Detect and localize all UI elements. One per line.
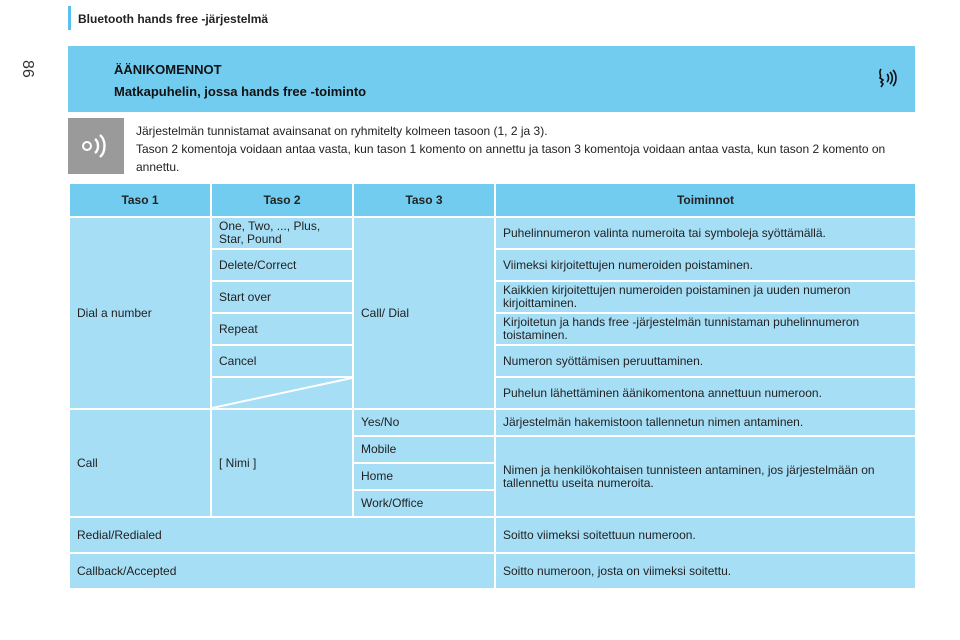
call-level2: [ Nimi ] (211, 409, 353, 517)
table-row (69, 517, 916, 553)
header-banner (68, 46, 915, 112)
page-accent-bar (68, 6, 71, 30)
table-header-level3: Taso 3 (353, 183, 495, 217)
table-row (69, 409, 916, 436)
info-line-2: Tason 2 komentoja voidaan antaa vasta, kun tason 1 komento on annettu ja tason 3 komentoja voidaan antaa vasta, kun tason 2 komento on annettu. (136, 142, 886, 174)
dial-action-cell: Kirjoitetun ja hands free -järjestelmän tunnistaman puhelinnumeron toistaminen. (495, 313, 916, 345)
redial-command: Redial/Redialed (69, 517, 495, 553)
callback-action: Soitto numeroon, josta on viimeksi soitettu. (495, 553, 916, 589)
call-level3-yesno: Yes/No (353, 409, 495, 436)
table-header-level2: Taso 2 (211, 183, 353, 217)
dial-level1: Dial a number (69, 217, 211, 409)
voice-command-icon (873, 64, 901, 92)
page-number: 86 (19, 60, 36, 78)
call-level1: Call (69, 409, 211, 517)
empty-diagonal-cell (211, 377, 353, 409)
info-line-1: Järjestelmän tunnistamat avainsanat on ryhmitelty kolmeen tasoon (1, 2 ja 3). (136, 124, 548, 138)
dial-action-cell: Puhelun lähettäminen äänikomentona annettuun numeroon. (495, 377, 916, 409)
table-header-actions: Toiminnot (495, 183, 916, 217)
dial-action-cell: Viimeksi kirjoitettujen numeroiden poistaminen. (495, 249, 916, 281)
table-row (69, 217, 916, 249)
info-icon-box (68, 118, 124, 174)
callback-command: Callback/Accepted (69, 553, 495, 589)
info-text (136, 122, 916, 176)
call-level3-work: Work/Office (353, 490, 495, 517)
section-title: Bluetooth hands free -järjestelmä (78, 12, 269, 26)
dial-action-cell: Puhelinnumeron valinta numeroita tai symboleja syöttämällä. (495, 217, 916, 249)
dial-level2-cell: Repeat (211, 313, 353, 345)
dial-level3: Call/ Dial (353, 217, 495, 409)
dial-level2-cell: Start over (211, 281, 353, 313)
dial-action-cell: Kaikkien kirjoitettujen numeroiden poistaminen ja uuden numeron kirjoittaminen. (495, 281, 916, 313)
dial-level2-cell: Cancel (211, 345, 353, 377)
call-action-multi: Nimen ja henkilökohtaisen tunnisteen antaminen, jos järjestelmään on tallennettu useita numeroita. (495, 436, 916, 517)
call-action-yesno: Järjestelmän hakemistoon tallennetun nimen antaminen. (495, 409, 916, 436)
table-row (69, 553, 916, 589)
header-title: ÄÄNIKOMENNOT (114, 62, 222, 77)
diagonal-line (212, 378, 352, 408)
voice-command-table (68, 182, 917, 590)
redial-action: Soitto viimeksi soitettuun numeroon. (495, 517, 916, 553)
dial-level2-cell: One, Two, ..., Plus, Star, Pound (211, 217, 353, 249)
dial-action-cell: Numeron syöttämisen peruuttaminen. (495, 345, 916, 377)
dial-level2-cell: Delete/Correct (211, 249, 353, 281)
call-level3-mobile: Mobile (353, 436, 495, 463)
table-header-level1: Taso 1 (69, 183, 211, 217)
header-subtitle: Matkapuhelin, jossa hands free -toiminto (114, 84, 367, 99)
call-level3-home: Home (353, 463, 495, 490)
speaker-icon (78, 130, 114, 162)
